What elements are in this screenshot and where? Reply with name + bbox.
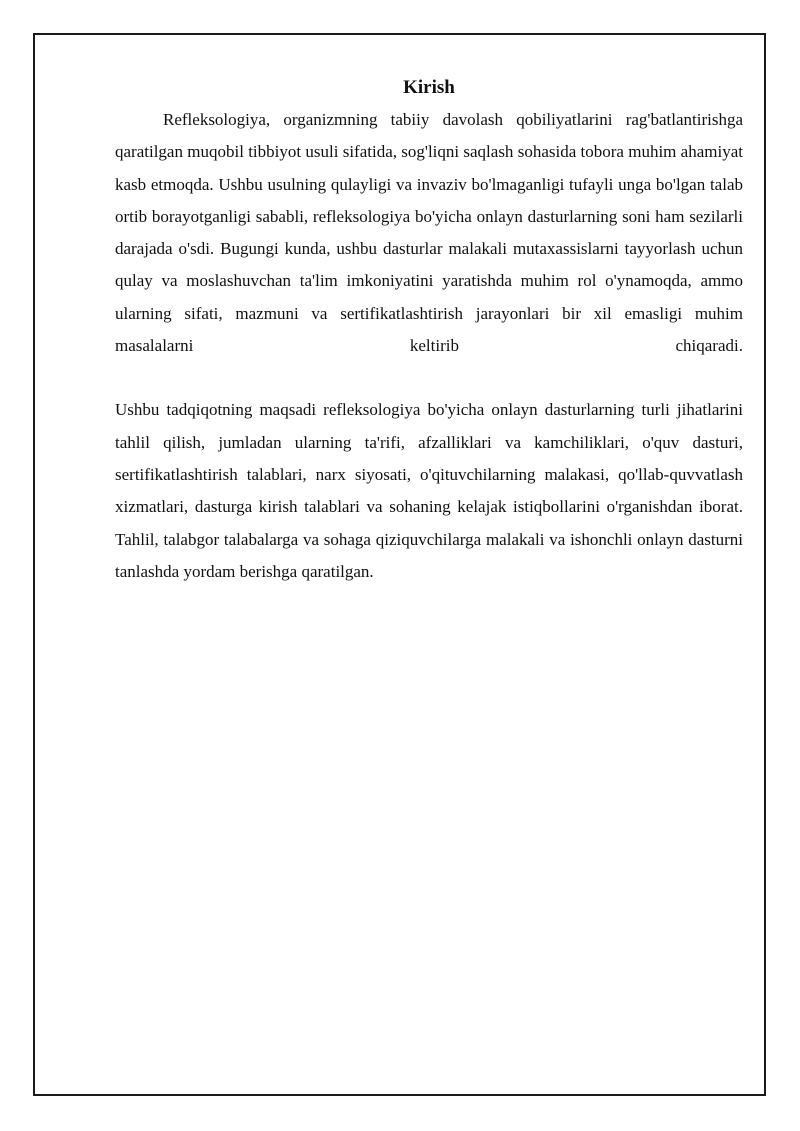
objective-paragraph: Ushbu tadqiqotning maqsadi refleksologiya bo'yicha onlayn dasturlarning turli jihatlarini tahlil qilish, jumladan ularning ta'rifi, afzalliklari va kamchiliklari, o'quv dasturi, sertifikatlashtirish talablari, narx siyosati, o'qituvchilarning malakasi, qo'llab-quvvatlash xizmatlari, dasturga kirish talablari va sohaning kelajak istiqbollarini o'rganishdan iborat. Tahlil, talabgor talabalarga va sohaga qiziquvchilarga malakali va ishonchli onlayn dasturni tanlashda yordam berishga qaratilgan. — [115, 400, 743, 581]
document-title: Kirish — [403, 77, 455, 98]
intro-paragraph: Refleksologiya, organizmning tabiiy davolash qobiliyatlarini rag'batlantirishga qaratilgan muqobil tibbiyot usuli sifatida, sog'liqni saqlash sohasida tobora muhim ahamiyat kasb etmoqda. Ushbu usulning qulayligi va invaziv bo'lmaganligi tufayli unga bo'lgan talab ortib borayotganligi sababli, refleksologiya bo'yicha onlayn dasturlarning soni ham sezilarli darajada o'sdi. Bugungi kunda, ushbu dasturlar malakali mutaxassislarni tayyorlash uchun qulay va moslashuvchan ta'lim imkoniyatini yaratishda muhim rol o'ynamoqda, ammo ularning sifati, mazmuni va sertifikatlashtirish jarayonlari bir xil emasligi muhim masalalarni keltirib chiqaradi. — [115, 110, 743, 356]
document-body — [115, 74, 743, 588]
